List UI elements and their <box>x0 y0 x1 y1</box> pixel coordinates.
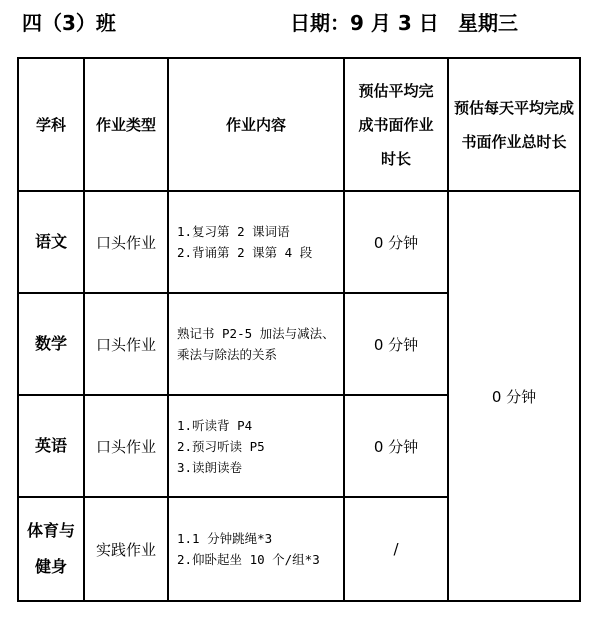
subject-cell <box>18 191 84 293</box>
content-line: 3.读朗读卷 <box>177 459 243 475</box>
duration-cell: 0 分钟 <box>344 191 448 293</box>
table-row <box>18 191 580 293</box>
header-duration-line: 时长 <box>380 149 411 168</box>
content-line: 2.仰卧起坐 10 个/组*3 <box>177 552 320 567</box>
content-line: 2.背诵第 2 课第 4 段 <box>177 245 313 260</box>
weekday-label: 星期三 <box>458 11 518 35</box>
subject-text: 数学 <box>34 334 67 353</box>
subject-text: 健身 <box>34 557 67 576</box>
content-line: 2.预习听读 P5 <box>177 438 265 454</box>
header-total-line: 书面作业总时长 <box>461 132 567 151</box>
duration-cell: 0 分钟 <box>344 395 448 497</box>
content-line: 熟记书 P2-5 加法与减法、 <box>177 326 335 341</box>
subject-cell <box>18 395 84 497</box>
content-cell <box>168 497 344 601</box>
header-duration <box>344 58 448 191</box>
homework-table <box>17 57 581 602</box>
subject-text: 语文 <box>34 232 67 251</box>
header-content: 作业内容 <box>168 58 344 191</box>
header-duration-line: 成书面作业 <box>358 115 434 134</box>
total-duration-cell: 0 分钟 <box>448 191 580 601</box>
content-line: 乘法与除法的关系 <box>177 347 278 362</box>
content-line: 1.听读背 P4 <box>177 417 253 433</box>
content-cell <box>168 191 344 293</box>
header-type: 作业类型 <box>84 58 168 191</box>
header-subject: 学科 <box>18 58 84 191</box>
type-cell: 口头作业 <box>84 191 168 293</box>
duration-cell: 0 分钟 <box>344 293 448 395</box>
content-line: 1.1 分钟跳绳*3 <box>177 531 273 546</box>
content-line: 1.复习第 2 课词语 <box>177 224 290 239</box>
duration-cell: / <box>344 497 448 601</box>
subject-cell <box>18 293 84 395</box>
content-cell <box>168 293 344 395</box>
table-header-row <box>18 58 580 191</box>
type-cell: 实践作业 <box>84 497 168 601</box>
header-duration-line: 预估平均完 <box>358 81 434 100</box>
type-cell: 口头作业 <box>84 293 168 395</box>
header-total <box>448 58 580 191</box>
type-cell: 口头作业 <box>84 395 168 497</box>
class-label: 四（3）班 <box>22 11 116 35</box>
subject-cell <box>18 497 84 601</box>
header-total-line: 预估每天平均完成 <box>453 98 574 117</box>
subject-text: 英语 <box>34 436 67 455</box>
date-label: 日期：9 月 3 日 <box>290 11 439 35</box>
content-cell <box>168 395 344 497</box>
subject-text: 体育与 <box>26 521 75 540</box>
